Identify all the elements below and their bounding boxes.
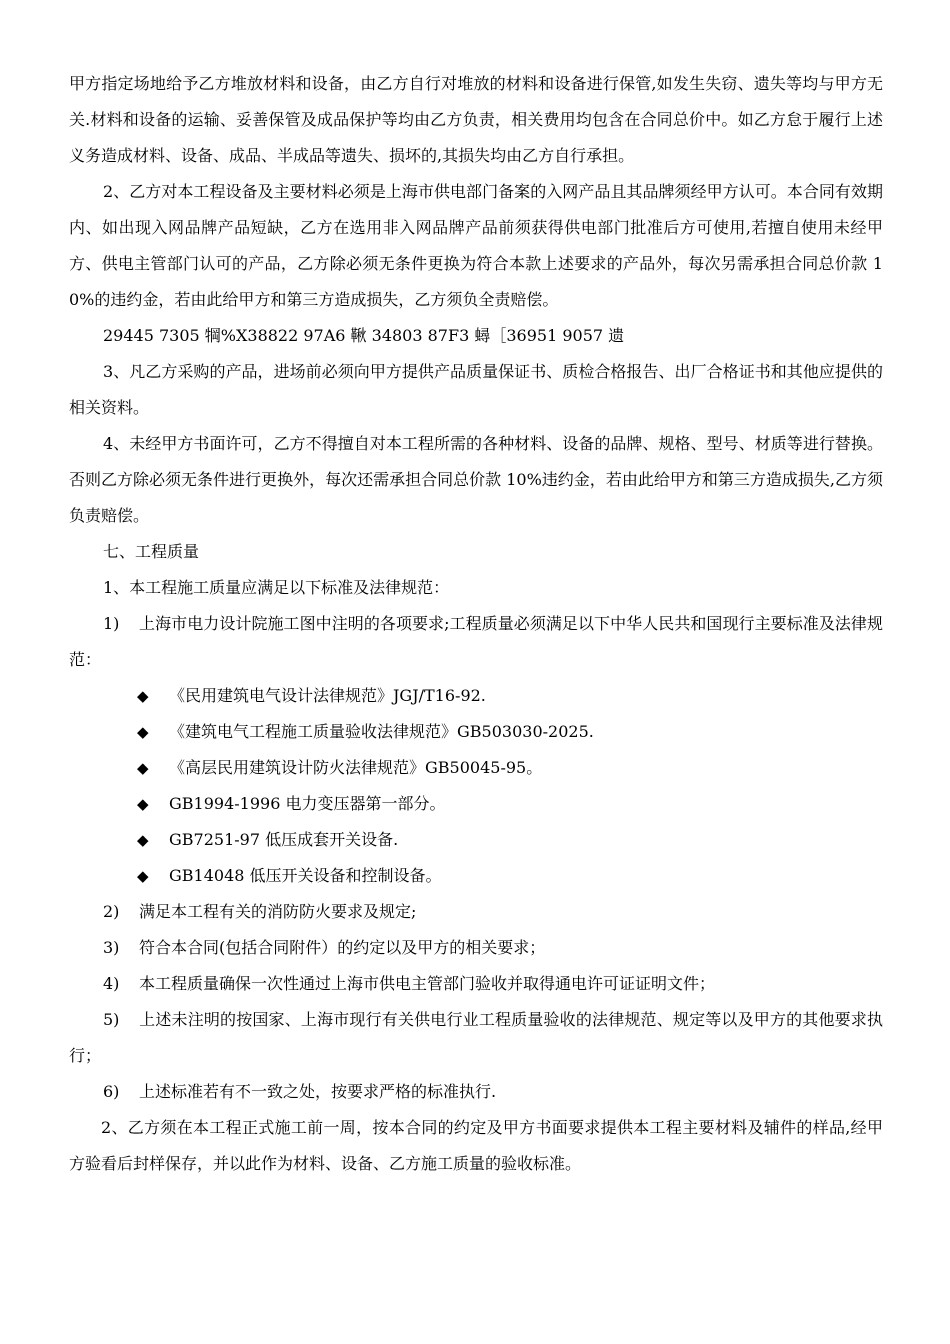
diamond-bullet-icon: ◆ <box>137 723 149 741</box>
paragraph-sample-submission: 2、乙方须在本工程正式施工前一周，按本合同的约定及甲方书面要求提供本工程主要材料及辅件的样品,经甲方验看后封样保存，并以此作为材料、设备、乙方施工质量的验收标准。 <box>69 1118 883 1173</box>
list-item-text: 上海市电力设计院施工图中注明的各项要求;工程质量必须满足以下中华人民共和国现行主要标准及法律规范： <box>69 614 883 669</box>
bullet-text: GB1994-1996 电力变压器第一部分。 <box>169 794 446 813</box>
list-item-5 <box>69 1002 883 1074</box>
bullet-text: GB7251-97 低压成套开关设备. <box>169 830 399 849</box>
list-item-text: 符合本合同(包括合同附件）的约定以及甲方的相关要求； <box>139 938 546 957</box>
list-number: 6) <box>103 1082 120 1101</box>
paragraph-storage-responsibility: 甲方指定场地给予乙方堆放材料和设备，由乙方自行对堆放的材料和设备进行保管,如发生失窃、遗失等均与甲方无关.材料和设备的运输、妥善保管及成品保护等均由乙方负责，相关费用均包含在合同总价中。如乙方怠于履行上述义务造成材料、设备、成品、半成品等遗失、损坏的,其损失均由乙方自行承担。 <box>69 74 883 165</box>
document-page <box>69 66 883 1182</box>
list-number: 2) <box>103 902 120 921</box>
bullet-item <box>69 858 883 894</box>
section-heading-quality: 七、工程质量 <box>103 542 200 561</box>
bullet-text: 《民用建筑电气设计法律规范》JGJ/T16-92. <box>169 686 486 705</box>
bullet-text: GB14048 低压开关设备和控制设备。 <box>169 866 442 885</box>
paragraph-no-substitution: 4、未经甲方书面许可，乙方不得擅自对本工程所需的各种材料、设备的品牌、规格、型号、材质等进行替换。否则乙方除必须无条件进行更换外，每次还需承担合同总价款 10%违约金，若由此给甲方和第三方造成损失,乙方须负责赔偿。 <box>69 434 883 525</box>
list-number: 5) <box>103 1010 120 1029</box>
diamond-bullet-icon: ◆ <box>137 687 149 705</box>
diamond-bullet-icon: ◆ <box>137 831 149 849</box>
list-item-1 <box>69 606 883 678</box>
paragraph-quality-standards-intro: 1、本工程施工质量应满足以下标准及法律规范： <box>103 578 450 597</box>
list-item-text: 满足本工程有关的消防防火要求及规定; <box>139 902 417 921</box>
list-number: 4) <box>103 974 120 993</box>
bullet-item <box>69 822 883 858</box>
list-item-4 <box>69 966 883 1002</box>
standards-bullet-list <box>69 678 883 894</box>
diamond-bullet-icon: ◆ <box>137 867 149 885</box>
list-number: 1) <box>103 614 120 633</box>
list-item-2 <box>69 894 883 930</box>
bullet-text: 《建筑电气工程施工质量验收法律规范》GB503030-2025. <box>169 722 594 741</box>
list-item-3 <box>69 930 883 966</box>
paragraph-material-brand-requirement: 2、乙方对本工程设备及主要材料必须是上海市供电部门备案的入网产品且其品牌须经甲方认可。本合同有效期内、如出现入网品牌产品短缺，乙方在选用非入网品牌产品前须获得供电部门批准后方可使用,若擅自使用未经甲方、供电主管部门认可的产品，乙方除必须无条件更换为符合本款上述要求的产品外，每次另需承担合同总价款 10%的违约金，若由此给甲方和第三方造成损失，乙方须负全责赔偿。 <box>69 182 883 309</box>
list-item-text: 本工程质量确保一次性通过上海市供电主管部门验收并取得通电许可证证明文件； <box>139 974 716 993</box>
list-item-text: 上述标准若有不一致之处，按要求严格的标准执行. <box>139 1082 497 1101</box>
paragraph-product-certificates: 3、凡乙方采购的产品，进场前必须向甲方提供产品质量保证书、质检合格报告、出厂合格证书和其他应提供的相关资料。 <box>69 362 883 417</box>
bullet-item <box>69 714 883 750</box>
garbled-code-line: 29445 7305 犅%X38822 97A6 鞦 34803 87F3 蟳［36951 9057 遗 <box>103 326 625 345</box>
list-number: 3) <box>103 938 120 957</box>
bullet-item <box>69 678 883 714</box>
diamond-bullet-icon: ◆ <box>137 795 149 813</box>
bullet-text: 《高层民用建筑设计防火法律规范》GB50045-95。 <box>169 758 543 777</box>
bullet-item <box>69 750 883 786</box>
diamond-bullet-icon: ◆ <box>137 759 149 777</box>
list-item-6 <box>69 1074 883 1110</box>
bullet-item <box>69 786 883 822</box>
list-item-text: 上述未注明的按国家、上海市现行有关供电行业工程质量验收的法律规范、规定等以及甲方的其他要求执行； <box>69 1010 883 1065</box>
